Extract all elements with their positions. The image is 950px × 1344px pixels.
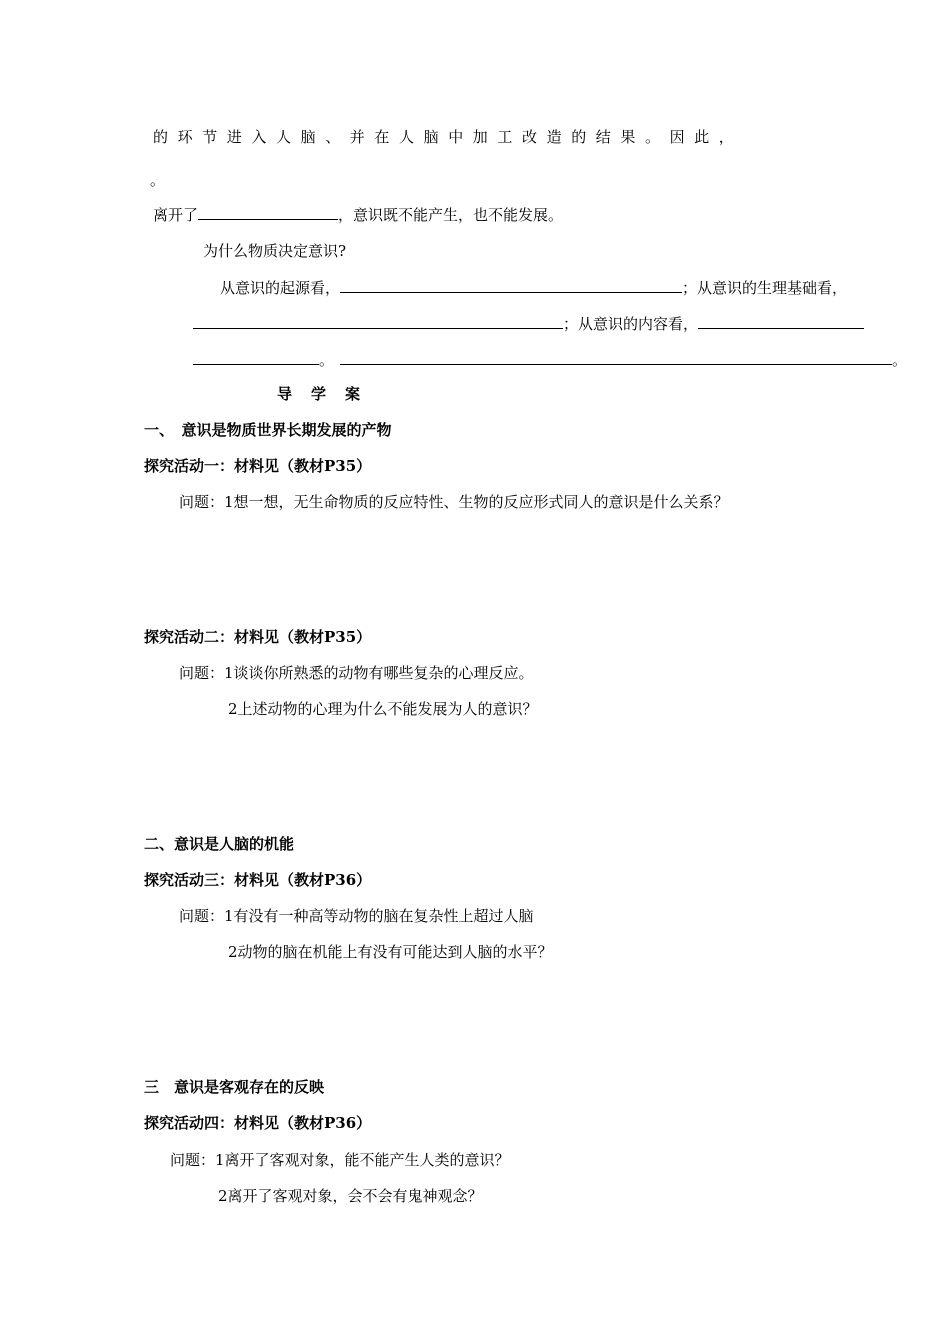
period-2: 。 (892, 351, 908, 369)
activity-3-title: 探究活动三：材料见（教材P36） (144, 871, 372, 889)
blank-field-3[interactable] (193, 313, 563, 329)
intro-line-6 (193, 313, 864, 334)
activity-2-title: 探究活动二：材料见（教材P35） (144, 628, 372, 646)
activity-3-question-2: 2动物的脑在机能上有没有可能达到人脑的水平？ (228, 943, 553, 961)
intro-line-2: 。 (150, 171, 166, 189)
activity-4-title: 探究活动四：材料见（教材P36） (144, 1114, 372, 1132)
section-1-heading: 一、 意识是物质世界长期发展的产物 (144, 421, 392, 439)
intro-line-1: 的环节进入人脑、并在人脑中加工改造的结果。因此， (153, 128, 744, 146)
blank-field-5[interactable] (193, 349, 319, 365)
activity-2-question-2: 2上述动物的心理为什么不能发展为人的意识？ (228, 700, 538, 718)
origin-label: 从意识的起源看， (220, 279, 341, 297)
section-3-heading: 三 意识是客观存在的反映 (144, 1078, 325, 1096)
period-1: 。 (319, 351, 335, 369)
intro-line-3 (153, 204, 563, 225)
blank-field-4[interactable] (698, 313, 864, 329)
blank-field-6[interactable] (340, 349, 892, 365)
content-label: ；从意识的内容看， (563, 315, 699, 333)
activity-3-question-1: 问题：1有没有一种高等动物的脑在复杂性上超过人脑 (179, 907, 534, 925)
intro-line-3-suffix: ，意识既不能产生，也不能发展。 (338, 206, 564, 224)
activity-1-question-1: 问题：1想一想，无生命物质的反应特性、生物的反应形式同人的意识是什么关系？ (179, 493, 729, 511)
physiology-label: ；从意识的生理基础看， (682, 279, 848, 297)
guide-title: 导 学 案 (277, 385, 363, 403)
intro-question: 为什么物质决定意识? (203, 242, 347, 260)
activity-1-title: 探究活动一：材料见（教材P35） (144, 457, 372, 475)
activity-2-question-1: 问题：1谈谈你所熟悉的动物有哪些复杂的心理反应。 (179, 664, 534, 682)
intro-line-3-prefix: 离开了 (153, 206, 199, 224)
activity-4-question-2: 2离开了客观对象，会不会有鬼神观念？ (218, 1187, 483, 1205)
blank-field-2[interactable] (340, 277, 682, 293)
activity-4-question-1: 问题：1离开了客观对象，能不能产生人类的意识？ (170, 1151, 510, 1169)
intro-line-5 (220, 277, 847, 298)
intro-line-7 (193, 349, 907, 370)
blank-field-1[interactable] (198, 204, 338, 220)
section-2-heading: 二、意识是人脑的机能 (144, 835, 295, 853)
